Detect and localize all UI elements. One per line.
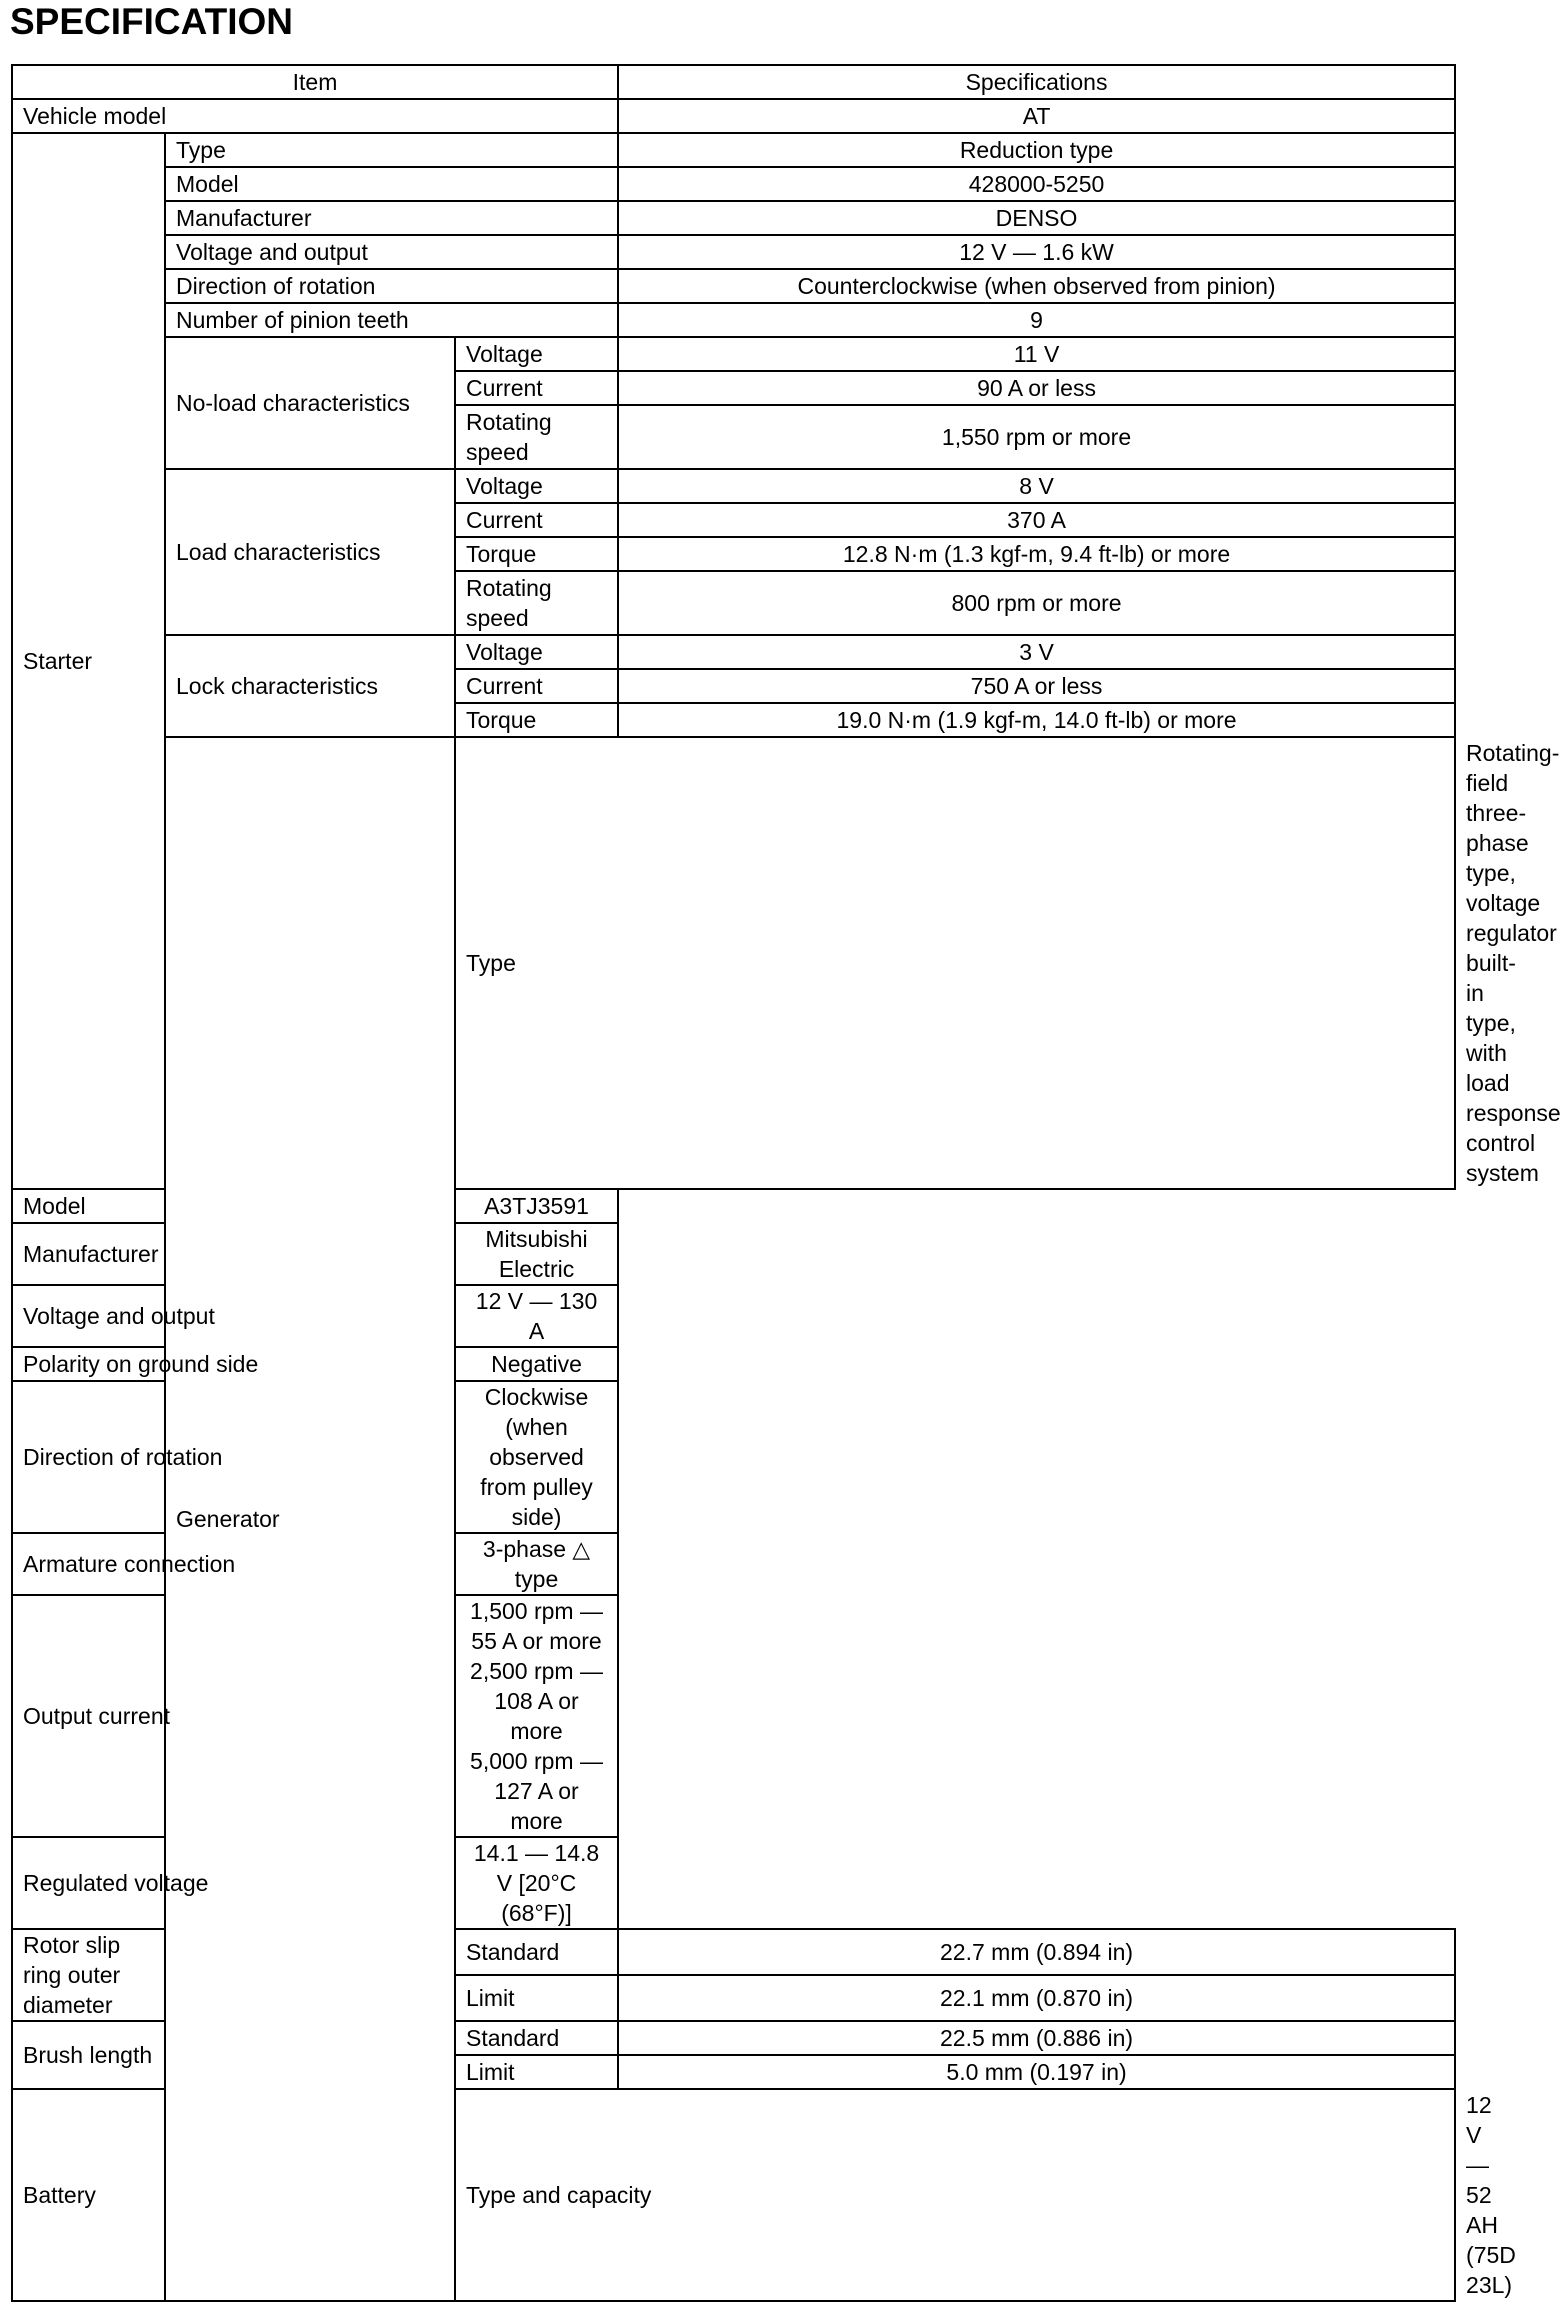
starter-type-label: Type: [165, 133, 618, 167]
starter-type-value: Reduction type: [618, 133, 1455, 167]
load-speed-label-line1: Rotating: [466, 575, 552, 601]
generator-voltage-output-row: [12, 1285, 1455, 1347]
generator-type-label: Type: [455, 737, 1455, 1189]
starter-manufacturer-label: Manufacturer: [165, 201, 618, 235]
starter-manufacturer-row: [12, 201, 1455, 235]
generator-armature-value: 3-phase △ type: [455, 1533, 618, 1595]
specification-table: [11, 64, 1561, 2302]
vehicle-model-label: Vehicle model: [12, 99, 618, 133]
load-voltage-value: 8 V: [618, 469, 1455, 503]
slip-ring-label: [12, 1929, 165, 2021]
starter-model-label: Model: [165, 167, 618, 201]
brush-label: Brush length: [12, 2021, 165, 2089]
lock-torque-value: 19.0 N·m (1.9 kgf-m, 14.0 ft-lb) or more: [618, 703, 1455, 737]
starter-type-row: [12, 133, 1455, 167]
no-load-current-value: 90 A or less: [618, 371, 1455, 405]
no-load-speed-value: 1,550 rpm or more: [618, 405, 1455, 469]
load-torque-label: Torque: [455, 537, 618, 571]
generator-manufacturer-label: Manufacturer: [12, 1223, 455, 1285]
load-label: Load characteristics: [165, 469, 455, 635]
battery-type-capacity-label: Type and capacity: [455, 2089, 1455, 2301]
generator-direction-value: Clockwise (when observed from pulley side): [455, 1381, 618, 1533]
starter-direction-label: Direction of rotation: [165, 269, 618, 303]
no-load-current-label: Current: [455, 371, 618, 405]
starter-label: Starter: [12, 133, 165, 1189]
load-current-label: Current: [455, 503, 618, 537]
starter-direction-row: [12, 269, 1455, 303]
generator-manufacturer-row: [12, 1223, 1455, 1285]
generator-voltage-output-label: Voltage and output: [12, 1285, 455, 1347]
no-load-voltage-value: 11 V: [618, 337, 1455, 371]
load-voltage-row: [12, 469, 1455, 503]
generator-polarity-label: Polarity on ground side: [12, 1347, 455, 1381]
output-current-line1: 1,500 rpm — 55 A or more: [470, 1598, 603, 1654]
starter-voltage-output-value: 12 V — 1.6 kW: [618, 235, 1455, 269]
lock-label: Lock characteristics: [165, 635, 455, 737]
no-load-speed-label: [455, 405, 618, 469]
starter-voltage-output-row: [12, 235, 1455, 269]
vehicle-model-value: AT: [618, 99, 1455, 133]
starter-pinion-teeth-label: Number of pinion teeth: [165, 303, 618, 337]
header-row: [12, 65, 1455, 99]
load-voltage-label: Voltage: [455, 469, 618, 503]
brush-standard-label: Standard: [455, 2021, 618, 2055]
battery-row: Battery Type and capacity 12 V — 52 AH (75D 23L): [12, 2089, 1455, 2301]
vehicle-model-row: [12, 99, 1455, 133]
lock-voltage-value: 3 V: [618, 635, 1455, 669]
generator-regulated-voltage-label: Regulated voltage: [12, 1837, 455, 1929]
generator-manufacturer-value: Mitsubishi Electric: [455, 1223, 618, 1285]
generator-armature-label: Armature connection: [12, 1533, 455, 1595]
no-load-voltage-label: Voltage: [455, 337, 618, 371]
lock-current-label: Current: [455, 669, 618, 703]
generator-output-current-row: [12, 1595, 1455, 1837]
generator-armature-row: [12, 1533, 1455, 1595]
slip-ring-limit-label: Limit: [455, 1975, 618, 2021]
lock-current-value: 750 A or less: [618, 669, 1455, 703]
brush-standard-value: 22.5 mm (0.886 in): [618, 2021, 1455, 2055]
battery-label: Battery: [12, 2089, 165, 2301]
starter-manufacturer-value: DENSO: [618, 201, 1455, 235]
slip-ring-standard-label: Standard: [455, 1929, 618, 1975]
slip-ring-standard-value: 22.7 mm (0.894 in): [618, 1929, 1455, 1975]
starter-direction-value: Counterclockwise (when observed from pinion): [618, 269, 1455, 303]
output-current-line2: 2,500 rpm — 108 A or more: [470, 1658, 603, 1744]
no-load-speed-label-line2: speed: [466, 439, 529, 465]
page-title: SPECIFICATION: [10, 1, 293, 42]
generator-regulated-voltage-row: [12, 1837, 1455, 1929]
load-speed-label: [455, 571, 618, 635]
starter-voltage-output-label: Voltage and output: [165, 235, 618, 269]
starter-model-row: [12, 167, 1455, 201]
generator-label: Generator: [165, 737, 455, 2301]
header-specifications: Specifications: [618, 65, 1455, 99]
load-torque-value: 12.8 N·m (1.3 kgf-m, 9.4 ft-lb) or more: [618, 537, 1455, 571]
generator-voltage-output-value: 12 V — 130 A: [455, 1285, 618, 1347]
generator-output-current-value: [455, 1595, 618, 1837]
no-load-voltage-row: [12, 337, 1455, 371]
generator-polarity-row: [12, 1347, 1455, 1381]
generator-polarity-value: Negative: [455, 1347, 618, 1381]
load-speed-value: 800 rpm or more: [618, 571, 1455, 635]
brush-limit-value: 5.0 mm (0.197 in): [618, 2055, 1455, 2089]
generator-output-current-label: Output current: [12, 1595, 455, 1837]
generator-model-label: Model: [12, 1189, 455, 1223]
starter-pinion-teeth-value: 9: [618, 303, 1455, 337]
starter-model-value: 428000-5250: [618, 167, 1455, 201]
generator-model-value: A3TJ3591: [455, 1189, 618, 1223]
lock-voltage-row: [12, 635, 1455, 669]
no-load-speed-label-line1: Rotating: [466, 409, 552, 435]
generator-type-row: Generator Type Rotating-field three-phase type, voltage regulator built-in type, with load response control system: [12, 737, 1455, 1189]
load-speed-label-line2: speed: [466, 605, 529, 631]
lock-voltage-label: Voltage: [455, 635, 618, 669]
slip-ring-label-line2: diameter: [23, 1992, 113, 2018]
starter-pinion-teeth-row: [12, 303, 1455, 337]
brush-limit-label: Limit: [455, 2055, 618, 2089]
generator-direction-label: Direction of rotation: [12, 1381, 455, 1533]
no-load-label: No-load characteristics: [165, 337, 455, 469]
slip-ring-label-line1: Rotor slip ring outer: [23, 1932, 121, 1988]
slip-ring-limit-value: 22.1 mm (0.870 in): [618, 1975, 1455, 2021]
output-current-line3: 5,000 rpm — 127 A or more: [470, 1748, 603, 1834]
header-item: Item: [12, 65, 618, 99]
lock-torque-label: Torque: [455, 703, 618, 737]
generator-regulated-voltage-value: 14.1 — 14.8 V [20°C (68°F)]: [455, 1837, 618, 1929]
load-current-value: 370 A: [618, 503, 1455, 537]
generator-model-row: [12, 1189, 1455, 1223]
